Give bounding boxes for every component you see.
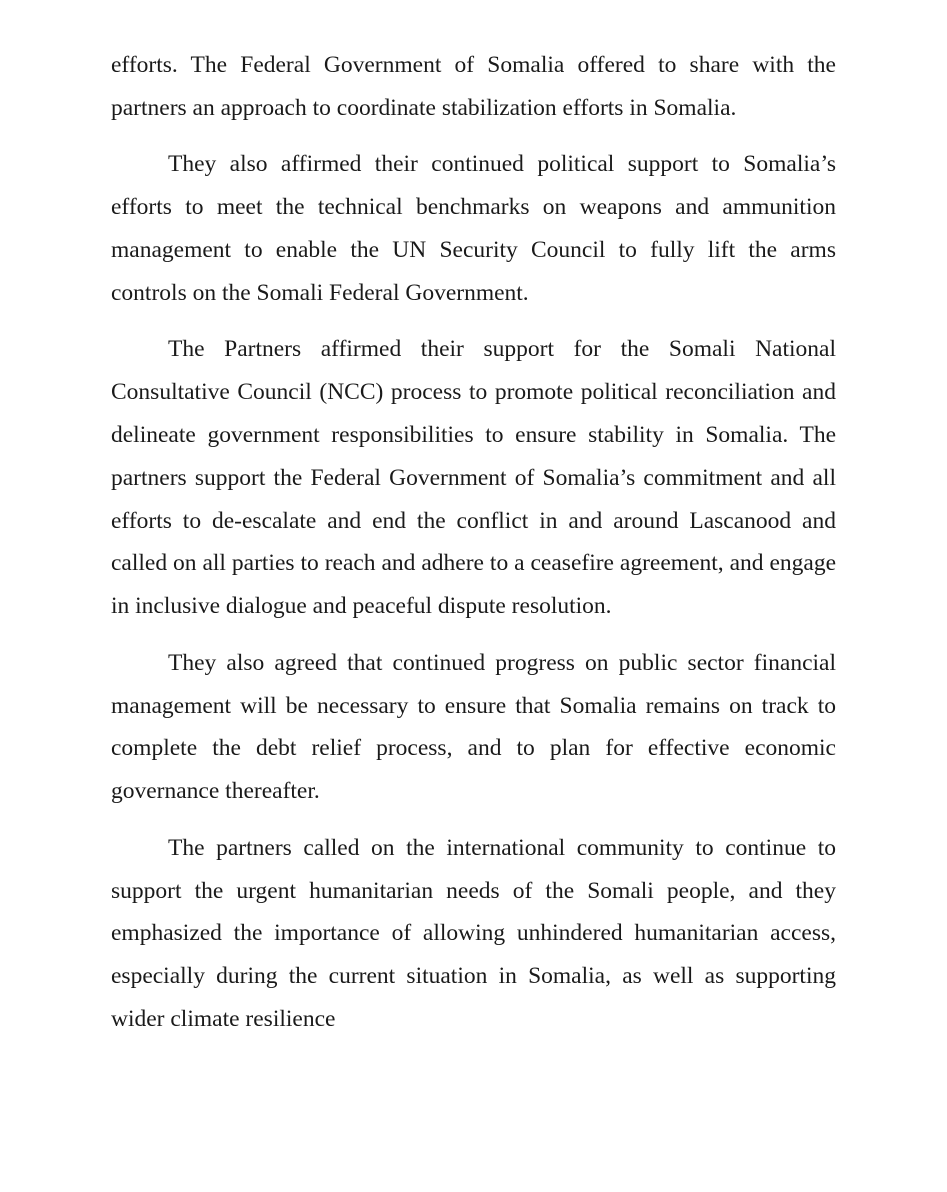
paragraph-humanitarian-needs: The partners called on the international community to continue to support the urgent humanitarian needs of the Somali people, and they emphasized the importance of allowing unhindered humanitarian access, especially during the current situation in Somalia, as well as supporting wider climate resilience — [111, 834, 836, 1032]
paragraph-political-support: They also affirmed their continued political support to Somalia’s efforts to meet the technical benchmarks on weapons and ammunition management to enable the UN Security Council to fully lift the arms controls on the Somali Federal Government. — [111, 151, 836, 306]
paragraph-continuation: efforts. The Federal Government of Somalia offered to share with the partners an approach to coordinate stabilization efforts in Somalia. — [111, 52, 836, 121]
document-body — [111, 44, 836, 1055]
paragraph-financial-management: They also agreed that continued progress on public sector financial management will be necessary to ensure that Somalia remains on track to complete the debt relief process, and to plan for effective economic governance thereafter. — [111, 649, 836, 805]
paragraph-ncc-process: The Partners affirmed their support for the Somali National Consultative Council (NCC) process to promote political reconciliation and delineate government responsibilities to ensure stability in Somalia. The partners support the Federal Government of Somalia’s commitment and all efforts to de-escalate and end the conflict in and around Lascanood and called on all parties to reach and adhere to a ceasefire agreement, and engage in inclusive dialogue and peaceful dispute resolution. — [111, 336, 836, 620]
